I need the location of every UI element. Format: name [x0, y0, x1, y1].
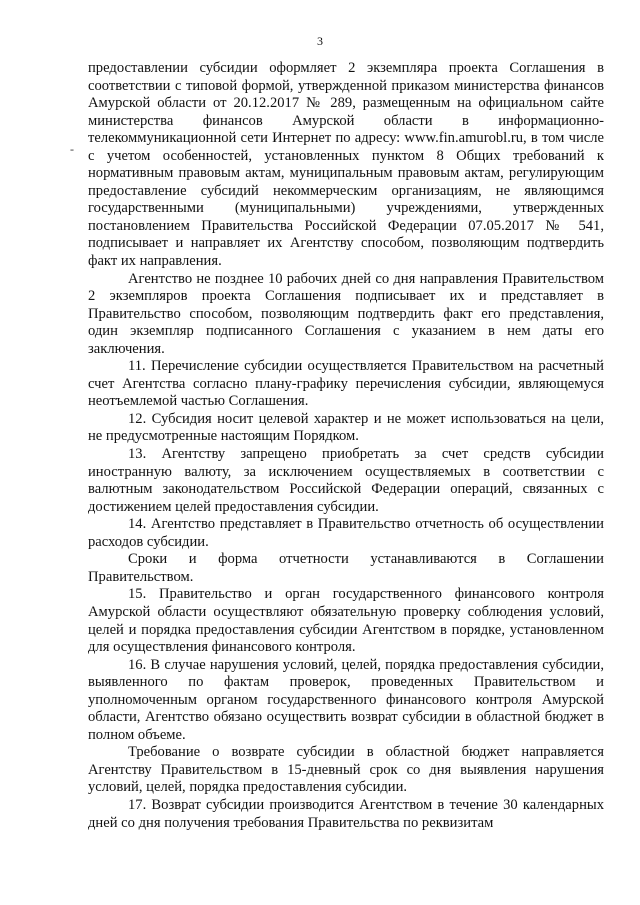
- document-body: [88, 60, 604, 832]
- paragraph-11: 11. Перечисление субсидии осуществляется Правительством на расчетный счет Агентства согласно плану-графику перечисления субсидии, являющемуся неотъемлемой частью Соглашения.: [88, 358, 604, 410]
- margin-mark: -: [70, 142, 74, 156]
- paragraph-continuation: предоставлении субсидии оформляет 2 экземпляра проекта Соглашения в соответствии с типовой формой, утвержденной приказом министерства финансов Амурской области от 20.12.2017 № 289, размещенным на официальном сайте министерства финансов Амурской области в информационно-телекоммуникационной сети Интернет по адресу: www.fin.amurobl.ru, в том числе с учетом особенностей, установленных пунктом 8 Общих требований к нормативным правовым актам, муниципальным правовым актам, регулирующим предоставление субсидий некоммерческим организациям, не являющимся государственными (муниципальными) учреждениями, утвержденных постановлением Правительства Российской Федерации 07.05.2017 № 541, подписывает и направляет их Агентству способом, позволяющим подтвердить факт их направления.: [88, 60, 604, 270]
- paragraph-12: 12. Субсидия носит целевой характер и не может использоваться на цели, не предусмотренные настоящим Порядком.: [88, 410, 604, 445]
- paragraph-15: 15. Правительство и орган государственного финансового контроля Амурской области осуществляют обязательную проверку соблюдения условий, целей и порядка предоставления субсидии Агентством в порядке, установленном для осуществления финансового контроля.: [88, 586, 604, 656]
- paragraph-reporting-terms: Сроки и форма отчетности устанавливаются в Соглашении Правительством.: [88, 551, 604, 585]
- paragraph-refund-demand: Требование о возврате субсидии в областной бюджет направляется Агентству Правительством в 15-дневный срок со дня выявления нарушения условий, целей, порядка предоставления субсидии.: [88, 744, 604, 796]
- paragraph-17: 17. Возврат субсидии производится Агентством в течение 30 календарных дней со дня получения требования Правительства по реквизитам: [88, 796, 604, 831]
- page-number: 3: [317, 34, 323, 48]
- paragraph-agency-signing: Агентство не позднее 10 рабочих дней со дня направления Правительством 2 экземпляров проекта Соглашения подписывает их и представляет в Правительство способом, позволяющим подтвердить факт его представления, один экземпляр подписанного Соглашения с указанием в нем даты его заключения.: [88, 270, 604, 357]
- paragraph-13: 13. Агентству запрещено приобретать за счет средств субсидии иностранную валюту, за исключением осуществляемых в соответствии с валютным законодательством Российской Федерации операций, связанных с достижением целей предоставления субсидии.: [88, 446, 604, 515]
- paragraph-14: 14. Агентство представляет в Правительство отчетность об осуществлении расходов субсидии.: [88, 516, 604, 550]
- paragraph-16: 16. В случае нарушения условий, целей, порядка предоставления субсидии, выявленного по фактам проверок, проведенных Правительством и уполномоченным органом государственного финансового контроля Амурской области, Агентство обязано осуществить возврат субсидии в областной бюджет в полном объеме.: [88, 656, 604, 743]
